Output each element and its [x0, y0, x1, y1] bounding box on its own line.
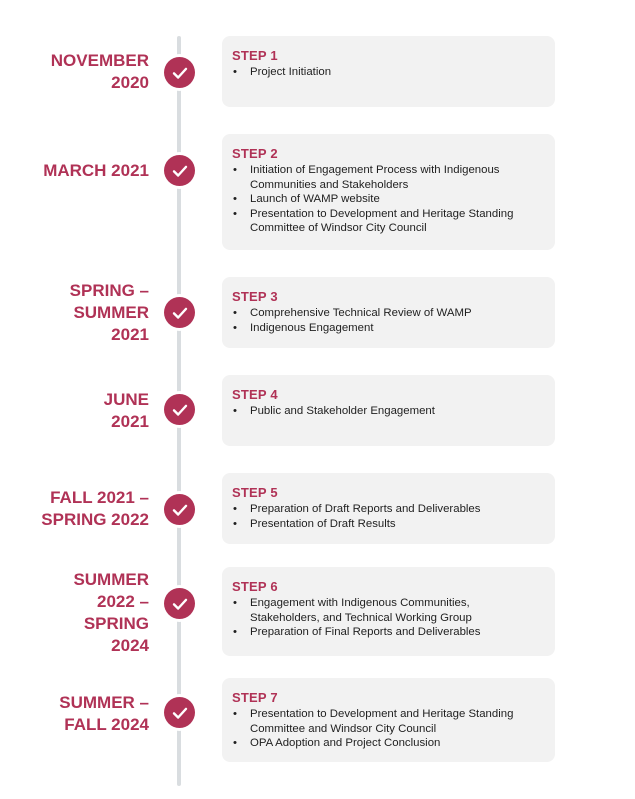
bullet-line: Stakeholders, and Technical Working Group — [250, 611, 472, 624]
step-bullet — [232, 596, 545, 625]
step-title: STEP 7 — [232, 690, 278, 705]
milestone-date — [104, 389, 149, 433]
bullet-line: Committee of Windsor City Council — [250, 222, 427, 234]
milestone-date — [73, 569, 149, 657]
step-bullet: • Comprehensive Technical Review of WAMP — [232, 306, 545, 321]
bullet-line: Launch of WAMP website — [250, 193, 380, 205]
step-bullets — [232, 65, 545, 80]
step-card — [222, 678, 555, 762]
step-bullet — [232, 207, 545, 236]
step-card — [222, 134, 555, 250]
step-card — [222, 375, 555, 446]
step-bullet: • Preparation of Draft Reports and Deliverables — [232, 502, 545, 517]
step-card — [222, 473, 555, 544]
step-bullet — [232, 625, 545, 640]
bullet-line: Presentation to Development and Heritage Standing — [250, 708, 514, 720]
step-bullets — [232, 707, 545, 751]
date-line: 2024 — [111, 636, 149, 655]
step-card — [222, 36, 555, 107]
step-title: STEP 3 — [232, 289, 278, 304]
milestone-date — [43, 160, 149, 182]
step-bullets — [232, 404, 545, 419]
bullet-line: Communities and Stakeholders — [250, 178, 409, 191]
step-bullet: • Public and Stakeholder Engagement — [232, 404, 545, 419]
bullet-line: Initiation of Engagement Process with Indigenous — [250, 164, 500, 176]
date-line: SPRING 2022 — [41, 510, 149, 529]
checkmark-icon — [164, 494, 195, 525]
milestone-date — [51, 50, 149, 94]
date-line: 2021 — [111, 325, 149, 344]
step-bullets — [232, 596, 545, 640]
step-title: STEP 4 — [232, 387, 278, 402]
date-line: 2021 — [111, 412, 149, 431]
bullet-line: Presentation to Development and Heritage Standing — [250, 207, 514, 220]
step-bullet — [232, 736, 545, 751]
step-title: STEP 1 — [232, 48, 278, 63]
step-bullets — [232, 163, 545, 236]
date-line: FALL 2021 – — [50, 488, 149, 507]
step-bullets — [232, 306, 545, 335]
date-line: 2020 — [111, 73, 149, 92]
step-card — [222, 567, 555, 656]
step-title: STEP 6 — [232, 579, 278, 594]
checkmark-icon — [164, 697, 195, 728]
checkmark-icon — [164, 588, 195, 619]
checkmark-icon — [164, 155, 195, 186]
date-line: SPRING – — [69, 281, 149, 300]
step-bullets — [232, 502, 545, 531]
date-line: NOVEMBER — [50, 51, 149, 70]
step-card — [222, 277, 555, 348]
date-line: SPRING — [83, 614, 149, 633]
date-line: MARCH 2021 — [43, 161, 149, 180]
date-line: FALL 2024 — [64, 715, 149, 734]
step-bullet — [232, 192, 545, 207]
milestone-date — [41, 487, 149, 531]
step-bullet: • Presentation of Draft Results — [232, 517, 545, 532]
step-title: STEP 5 — [232, 485, 278, 500]
checkmark-icon — [164, 394, 195, 425]
step-bullet — [232, 707, 545, 736]
step-bullet: • Indigenous Engagement — [232, 321, 545, 336]
date-line: 2022 – — [97, 592, 149, 611]
checkmark-icon — [164, 297, 195, 328]
bullet-line: Engagement with Indigenous Communities, — [250, 597, 470, 609]
milestone-date — [70, 280, 149, 346]
bullet-line: Preparation of Final Reports and Deliverables — [250, 626, 481, 638]
step-bullet — [232, 163, 545, 192]
step-bullet: • Project Initiation — [232, 65, 545, 80]
date-line: SUMMER — [73, 570, 149, 589]
date-line: JUNE — [103, 390, 149, 409]
checkmark-icon — [164, 57, 195, 88]
step-title: STEP 2 — [232, 146, 278, 161]
date-line: SUMMER – — [59, 693, 149, 712]
bullet-line: OPA Adoption and Project Conclusion — [250, 737, 441, 749]
date-line: SUMMER — [73, 303, 149, 322]
milestone-date — [59, 692, 149, 736]
bullet-line: Committee and Windsor City Council — [250, 722, 437, 735]
